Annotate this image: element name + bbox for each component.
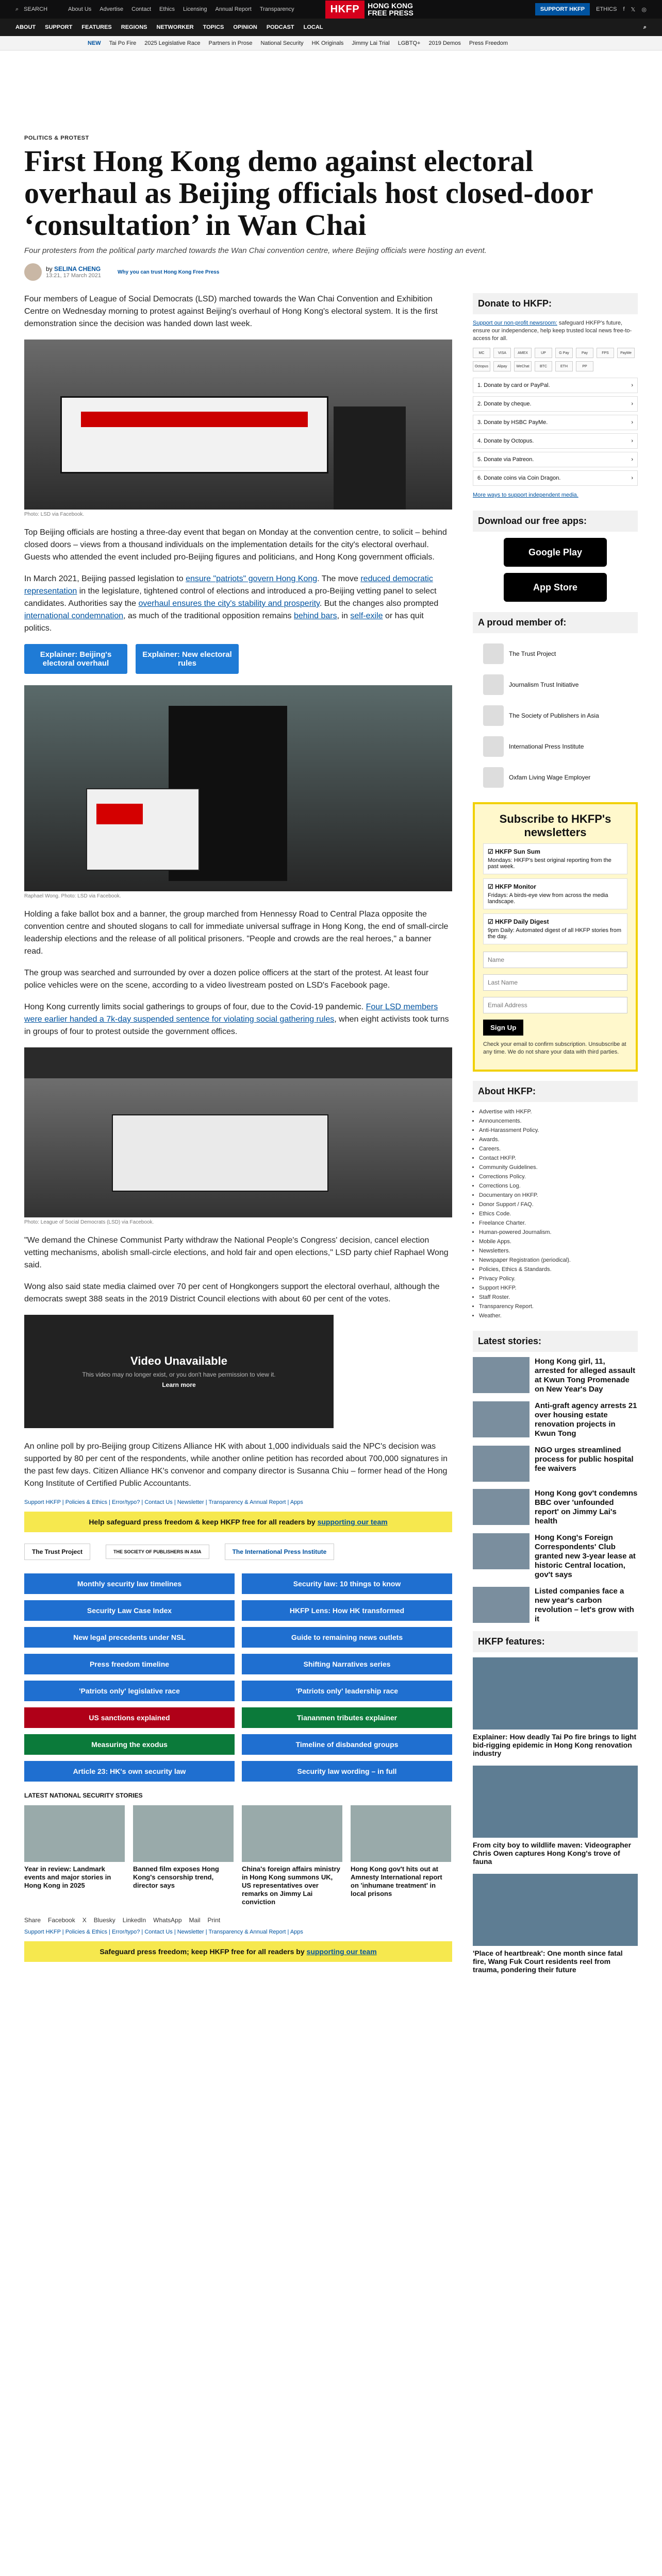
explainer-grid-item[interactable]: Security law: 10 things to know	[242, 1573, 452, 1594]
member-name: International Press Institute	[509, 743, 584, 750]
paragraph-5: The group was searched and surrounded by over a dozen police officers at the start of the protest. At least four police vehicles were on the scene, according to a video livestream posted on LSD's Facebook page.	[24, 969, 429, 990]
payment-icon: AMEX	[514, 348, 532, 358]
member-logo-mark	[483, 736, 504, 757]
explainer-grid-item[interactable]: Guide to remaining news outlets	[242, 1627, 452, 1648]
share-print[interactable]: Print	[207, 1917, 221, 1924]
about-item[interactable]: • Awards.	[479, 1135, 638, 1144]
explainer-grid-item[interactable]: 'Patriots only' legislative race	[24, 1681, 235, 1701]
latest-story-thumbnail	[473, 1357, 529, 1393]
latest-ns-card[interactable]	[242, 1805, 342, 1906]
about-item[interactable]: • Policies, Ethics & Standards.	[479, 1265, 638, 1274]
suspended-sentence-link[interactable]: Four LSD members were earlier handed a 7k-day suspended sentence for violating social gathering rules	[24, 1003, 438, 1024]
nav-item-about[interactable]: ABOUT	[15, 24, 36, 30]
latest-story[interactable]	[473, 1401, 638, 1438]
chevron-right-icon: ›	[631, 419, 633, 426]
ticker-item[interactable]: Partners in Prose	[208, 40, 253, 46]
about-item[interactable]: • Announcements.	[479, 1116, 638, 1126]
chevron-right-icon: ›	[631, 382, 633, 388]
photo-caption-2: Raphael Wong. Photo: LSD via Facebook.	[24, 893, 121, 899]
nav-item-networker[interactable]: NETWORKER	[156, 24, 194, 30]
article-footer-links-2[interactable]: Support HKFP | Policies & Ethics | Error/typo? | Contact Us | Newsletter | Transparency & Annual Report | Apps	[24, 1929, 303, 1935]
behind-bars-link[interactable]: behind bars	[293, 612, 337, 620]
nav-item-topics[interactable]: TOPICS	[203, 24, 224, 30]
latest-story-headline[interactable]: Hong Kong girl, 11, arrested for alleged assault at Kwun Tong Promenade on New Year's Day	[535, 1357, 636, 1394]
p3-text-e: , as much of the traditional opposition remains	[123, 612, 294, 620]
p3-text-d: . But the changes also prompted	[319, 599, 439, 608]
payment-icon: PP	[576, 361, 593, 371]
member-logo-mark	[483, 674, 504, 695]
payment-icon: FPS	[597, 348, 614, 358]
latest-ns-thumbnail	[24, 1805, 125, 1862]
checkbox-icon[interactable]: ☑	[488, 883, 495, 890]
by-label: by	[46, 265, 53, 273]
share-linkedin[interactable]: LinkedIn	[122, 1917, 146, 1924]
latest-story[interactable]	[473, 1489, 638, 1526]
donate-heading: Donate to HKFP:	[473, 293, 638, 314]
paragraph-7: "We demand the Chinese Communist Party withdraw the National People's Congress' decision, cancel election vetting mechanisms, abolish small-circle elections, and hold fair and open elections," LSD party chief Raphael Wong said.	[24, 1236, 449, 1269]
support-banner-2-text: Safeguard press freedom; keep HKFP free for all readers by	[100, 1947, 307, 1956]
about-item[interactable]: • Newspaper Registration (periodical).	[479, 1256, 638, 1265]
explainer-grid-item[interactable]: Security Law Case Index	[24, 1600, 235, 1621]
feature-thumbnail	[473, 1874, 638, 1946]
chevron-right-icon: ›	[631, 401, 633, 407]
latest-ns-thumbnail	[351, 1805, 451, 1862]
member-logo[interactable]	[473, 731, 638, 762]
payment-icon: PayMe	[617, 348, 635, 358]
explainer-grid-item[interactable]: New legal precedents under NSL	[24, 1627, 235, 1648]
annual-report-link[interactable]: Annual Report	[215, 6, 252, 12]
chevron-right-icon: ›	[631, 438, 633, 444]
newsletter-option-title	[488, 918, 623, 925]
member-logo[interactable]	[473, 669, 638, 700]
p3-text-f: , in	[337, 612, 351, 620]
support-button[interactable]: SUPPORT HKFP	[535, 3, 590, 15]
checkbox-icon[interactable]: ☑	[488, 848, 495, 855]
feature-card[interactable]	[473, 1766, 638, 1866]
checkbox-icon[interactable]: ☑	[488, 918, 495, 925]
about-item[interactable]: • Donor Support / FAQ.	[479, 1200, 638, 1209]
support-banner-2-link[interactable]: supporting our team	[306, 1947, 377, 1956]
explainer-overhaul-button[interactable]: Explainer: Beijing's electoral overhaul	[24, 644, 127, 674]
latest-ns-title: LATEST NATIONAL SECURITY STORIES	[24, 1792, 143, 1799]
support-banner-text: Help safeguard press freedom & keep HKFP free for all readers by	[89, 1518, 318, 1526]
share-facebook[interactable]: Facebook	[48, 1917, 75, 1924]
latest-ns-card[interactable]	[24, 1805, 125, 1906]
latest-ns-headline[interactable]: Banned film exposes Hong Kong's censorship trend, director says	[133, 1865, 219, 1889]
explainer-grid-item[interactable]: Monthly security law timelines	[24, 1573, 235, 1594]
logo-text-2: FREE PRESS	[368, 9, 413, 17]
paragraph-2: Top Beijing officials are hosting a three-day event that began on Monday at the convention centre, to solicit – behind closed doors – views from a thousand individuals on the implementation details for the city's electoral overhaul. Guests who attended the event included pro-Beijing figures and politicians, and Hong Kong government officials.	[24, 528, 447, 562]
about-list	[473, 1107, 638, 1320]
newsletter-title: Subscribe to HKFP's newsletters	[499, 812, 611, 839]
nav-item-support[interactable]: SUPPORT	[45, 24, 73, 30]
share-x[interactable]: X	[82, 1917, 87, 1924]
self-exile-link[interactable]: self-exile	[350, 612, 383, 620]
feature-headline[interactable]: From city boy to wildlife maven: Videographer Chris Owen captures Hong Kong's trove of fauna	[473, 1841, 632, 1866]
search-icon[interactable]: ⌕	[643, 24, 647, 30]
about-item[interactable]: • Corrections Policy.	[479, 1172, 638, 1181]
ticker-item[interactable]: 2025 Legislative Race	[144, 40, 201, 46]
ethics-top-link[interactable]: ETHICS	[596, 6, 617, 12]
name-field[interactable]	[483, 952, 627, 968]
explainer-grid-item[interactable]: Press freedom timeline	[24, 1654, 235, 1674]
about-item[interactable]: • Ethics Code.	[479, 1209, 638, 1218]
p3-text-c: in the legislature, tightened control of elections and introduced a pro-Beijing vetting panel to select candidates. Authorities say the	[24, 587, 437, 608]
donate-option[interactable]	[473, 415, 638, 430]
latest-story-thumbnail	[473, 1587, 529, 1623]
ad-space	[0, 50, 662, 133]
donate-text	[473, 319, 638, 343]
protest-banner-3	[112, 1114, 328, 1192]
topic-ticker	[0, 36, 662, 50]
ticker-item[interactable]: HK Originals	[311, 40, 344, 46]
latest-story-headline[interactable]: NGO urges streamlined process for public hospital fee waivers	[535, 1446, 634, 1473]
newsletter-option[interactable]	[483, 878, 627, 909]
latest-story[interactable]	[473, 1587, 638, 1624]
donate-option-label: 1. Donate by card or PayPal.	[477, 382, 550, 388]
licensing-link[interactable]: Licensing	[183, 6, 207, 12]
about-link[interactable]: About Us	[68, 6, 92, 12]
latest-story[interactable]	[473, 1357, 638, 1394]
publish-date: 13:21, 17 March 2021	[46, 273, 102, 279]
email-field[interactable]	[483, 997, 627, 1013]
video-learn-more[interactable]: Learn more	[162, 1381, 196, 1388]
advertise-link[interactable]: Advertise	[100, 6, 124, 12]
payment-icon: UP	[535, 348, 552, 358]
member-logo[interactable]	[473, 700, 638, 731]
ballot-box-red-label	[96, 804, 143, 824]
latest-ns-headline[interactable]: Hong Kong gov't hits out at Amnesty International report on 'inhumane treatment' in local prisons	[351, 1865, 442, 1897]
member-list	[473, 638, 638, 793]
ticker-item[interactable]: LGBTQ+	[398, 40, 421, 46]
protest-photo-2	[24, 685, 452, 891]
payment-icon: ETH	[555, 361, 573, 371]
payment-icon: G Pay	[555, 348, 573, 358]
latest-ns-thumbnail	[133, 1805, 234, 1862]
about-item[interactable]: • Mobile Apps.	[479, 1237, 638, 1246]
condemnation-link[interactable]: international condemnation	[24, 612, 124, 620]
latest-story-headline[interactable]: Anti-graft agency arrests 21 over housing estate renovation projects in Kwun Tong	[535, 1401, 637, 1438]
about-item[interactable]: • Anti-Harassment Policy.	[479, 1126, 638, 1135]
paragraph-1: Four members of League of Social Democrats (LSD) marched towards the Wan Chai Convention and Exhibition Centre on Wednesday morning to protest against Beijing's overhaul of Hong Kong's electoral system. It is the first demonstration since the decision was handed down last week.	[24, 295, 438, 328]
byline	[24, 263, 638, 281]
explainer-grid-item[interactable]: Timeline of disbanded groups	[242, 1734, 452, 1755]
search-link[interactable]: SEARCH	[24, 6, 48, 12]
site-logo[interactable]: HKFP HONG KONG FREE PRESS	[325, 1, 413, 19]
chevron-right-icon: ›	[631, 475, 633, 481]
about-item[interactable]: • Community Guidelines.	[479, 1163, 638, 1172]
latest-story-headline[interactable]: Listed companies face a new year's carbon revolution – let's grow with it	[535, 1587, 634, 1623]
explainer-grid-item[interactable]: US sanctions explained	[24, 1707, 235, 1728]
about-item[interactable]: • Transparency Report.	[479, 1302, 638, 1311]
feature-card[interactable]	[473, 1657, 638, 1757]
newsletter-option-title	[488, 848, 623, 855]
features-list	[473, 1657, 638, 1974]
donate-option-label: 6. Donate coins via Coin Dragon.	[477, 475, 561, 481]
newsletter-options	[483, 843, 627, 944]
explainer-grid-item[interactable]: Measuring the exodus	[24, 1734, 235, 1755]
ticker-new-label: NEW	[88, 40, 101, 46]
app-store-button[interactable]: App Store	[504, 573, 607, 602]
about-item[interactable]: • Human-powered Journalism.	[479, 1228, 638, 1237]
paragraph-3	[24, 573, 452, 635]
latest-story-headline[interactable]: Hong Kong gov't condemns BBC over 'unfounded report' on Jimmy Lai's health	[535, 1489, 638, 1526]
newsletter-note: Check your email to confirm subscription. Unsubscribe at any time. We do not share your data with third parties.	[483, 1041, 626, 1055]
p3-text-g: or has quit politics.	[24, 612, 424, 633]
explainer-grid-item[interactable]: Tiananmen tributes explainer	[242, 1707, 452, 1728]
trust-link[interactable]: Why you can trust Hong Kong Free Press	[118, 269, 220, 275]
member-name: Oxfam Living Wage Employer	[509, 774, 591, 781]
explainer-grid-item[interactable]: Article 23: HK's own security law	[24, 1761, 235, 1782]
donate-option-label: 5. Donate via Patreon.	[477, 456, 534, 463]
ticker-item[interactable]: Press Freedom	[469, 40, 508, 46]
paragraph-8: Wong also said state media claimed over 70 per cent of Hongkongers support the electoral overhaul, although the democrats swept 388 seats in the 2019 District Council elections with about 60 per cent of the votes.	[24, 1282, 440, 1303]
about-item[interactable]: • Contact HKFP.	[479, 1154, 638, 1163]
photo-caption-3: Photo: League of Social Democrats (LSD) via Facebook.	[24, 1219, 154, 1225]
share-share: Share	[24, 1917, 41, 1924]
about-heading: About HKFP:	[473, 1081, 638, 1102]
share-mail[interactable]: Mail	[189, 1917, 201, 1924]
latest-story-thumbnail	[473, 1401, 529, 1437]
video-title: Video Unavailable	[130, 1354, 227, 1367]
member-logo-mark	[483, 705, 504, 726]
p3-text-b: . The move	[317, 574, 361, 583]
explainer-grid-item[interactable]: HKFP Lens: How HK transformed	[242, 1600, 452, 1621]
share-bluesky[interactable]: Bluesky	[93, 1917, 115, 1924]
protest-banner	[60, 396, 328, 473]
support-banner	[24, 1512, 452, 1532]
explainer-buttons	[24, 644, 452, 674]
member-logo-mark	[483, 643, 504, 664]
nav-item-podcast[interactable]: PODCAST	[266, 24, 294, 30]
signup-button[interactable]: Sign Up	[483, 1020, 523, 1036]
newsletter-option[interactable]	[483, 843, 627, 874]
member-logo[interactable]	[473, 638, 638, 669]
member-heading: A proud member of:	[473, 612, 638, 633]
support-banner-2	[24, 1941, 452, 1962]
donate-option[interactable]	[473, 433, 638, 449]
donate-options	[473, 378, 638, 486]
payment-icon: WeChat	[514, 361, 532, 371]
article-footer-links[interactable]: Support HKFP | Policies & Ethics | Error/typo? | Contact Us | Newsletter | Transparency & Annual Report | Apps	[24, 1499, 303, 1505]
donate-option[interactable]	[473, 470, 638, 486]
about-item[interactable]: • Careers.	[479, 1144, 638, 1154]
latest-story-thumbnail	[473, 1489, 529, 1525]
protester-figure	[334, 406, 406, 510]
ticker-item[interactable]: 2019 Demos	[428, 40, 461, 46]
newsletter-option[interactable]	[483, 913, 627, 944]
author-name[interactable]: SELINA CHENG	[54, 265, 101, 273]
feature-headline[interactable]: Explainer: How deadly Tai Po fire brings to light bid-rigging epidemic in Hong Kong renovation industry	[473, 1733, 637, 1757]
support-banner-link[interactable]: supporting our team	[317, 1518, 388, 1526]
payment-icons	[473, 348, 638, 371]
explainer-grid-item[interactable]: Shifting Narratives series	[242, 1654, 452, 1674]
about-item[interactable]: • Support HKFP.	[479, 1283, 638, 1293]
share-whatsapp[interactable]: WhatsApp	[153, 1917, 182, 1924]
p6-text-a: Hong Kong currently limits social gatherings to groups of four, due to the Covid-19 pandemic.	[24, 1003, 366, 1011]
latest-ns-cards	[24, 1805, 452, 1906]
newsletter-option-name: HKFP Sun Sum	[495, 848, 540, 855]
instagram-icon[interactable]: ◎	[641, 6, 647, 13]
stability-link[interactable]: overhaul ensures the city's stability and prosperity	[138, 599, 320, 608]
features-heading: HKFP features:	[473, 1631, 638, 1652]
article	[24, 133, 638, 1982]
member-name: The Trust Project	[509, 650, 556, 657]
trust-project-logo[interactable]: The Trust Project	[24, 1544, 90, 1560]
payment-icon: MC	[473, 348, 490, 358]
banner-red-stripe	[81, 412, 308, 427]
about-item[interactable]: • Staff Roster.	[479, 1293, 638, 1302]
member-name: Journalism Trust Initiative	[509, 681, 579, 688]
share-row	[24, 1917, 452, 1924]
donate-option[interactable]	[473, 452, 638, 467]
latest-ns-card[interactable]	[351, 1805, 451, 1906]
main-column	[24, 293, 452, 1982]
main-nav	[0, 19, 662, 36]
feature-card[interactable]	[473, 1874, 638, 1974]
latest-story-headline[interactable]: Hong Kong's Foreign Correspondents' Club granted new 3-year lease at historic Central location, gov't says	[535, 1533, 636, 1579]
search-icon[interactable]: ⌕	[15, 6, 19, 12]
nav-item-features[interactable]: FEATURES	[81, 24, 112, 30]
donate-option-label: 4. Donate by Octopus.	[477, 438, 534, 444]
newsletter-option-desc: 9pm Daily: Automated digest of all HKFP stories from the day.	[488, 927, 622, 940]
author-avatar	[24, 263, 42, 281]
transparency-link[interactable]: Transparency	[259, 6, 294, 12]
latest-ns-headline[interactable]: Year in review: Landmark events and major stories in Hong Kong in 2025	[24, 1865, 111, 1889]
article-lede: Four protesters from the political party marched towards the Wan Chai convention centre, where Beijing officials were hosting an event.	[24, 246, 487, 255]
latest-stories	[473, 1357, 638, 1624]
payment-icon: BTC	[535, 361, 552, 371]
explainer-grid	[24, 1573, 452, 1782]
newsletter-option-title	[488, 883, 623, 890]
police-row	[24, 1047, 452, 1078]
protest-photo-3	[24, 1047, 452, 1217]
article-kicker[interactable]: POLITICS & PROTEST	[24, 135, 89, 141]
newsletter-option-name: HKFP Monitor	[495, 883, 536, 890]
donate-option[interactable]	[473, 396, 638, 412]
payment-icon: Pay	[576, 348, 593, 358]
video-subtitle: This video may no longer exist, or you don't have permission to view it.	[82, 1371, 276, 1378]
about-item[interactable]: • Privacy Policy.	[479, 1274, 638, 1283]
latest-heading: Latest stories:	[473, 1331, 638, 1352]
google-play-button[interactable]: Google Play	[504, 538, 607, 567]
newsletter-option-name: HKFP Daily Digest	[495, 918, 549, 925]
latest-ns-thumbnail	[242, 1805, 342, 1862]
protest-photo-1	[24, 340, 452, 510]
feature-thumbnail	[473, 1766, 638, 1838]
donate-nonprofit-link[interactable]: Support our non-profit newsroom:	[473, 320, 557, 326]
paragraph-9: An online poll by pro-Beijing group Citizens Alliance HK with about 1,000 individuals said the NPC's decision was supported by 80 per cent of the respondents, while another online petition has recorded about 700,000 signatures in the past few days. Citizen Alliance HK's convenor and company director is Susanna Chiu – former head of the Hong Kong Institute of Certified Public Accountants.	[24, 1442, 448, 1488]
last-name-field[interactable]	[483, 974, 627, 991]
sidebar	[473, 293, 638, 1982]
about-item[interactable]: • Advertise with HKFP.	[479, 1107, 638, 1116]
paragraph-4: Holding a fake ballot box and a banner, the group marched from Hennessy Road to Central Plaza opposite the convention centre and shouted slogans to call for immediate universal suffrage in Hong Kong, the end of small-circle leadership elections and the release of all political prisoners. "People and crowds are the real heroes," a banner read.	[24, 910, 449, 956]
p6-text-b: , when eight activists took turns in groups of four to protest outside the government offices.	[24, 1015, 449, 1036]
member-name: The Society of Publishers in Asia	[509, 712, 599, 719]
paragraph-6	[24, 1001, 452, 1038]
chevron-right-icon: ›	[631, 456, 633, 463]
payment-icon: VISA	[493, 348, 511, 358]
latest-story-thumbnail	[473, 1446, 529, 1482]
feature-headline[interactable]: 'Place of heartbreak': One month since fatal fire, Wang Fuk Court residents reel from trauma, pondering their future	[473, 1949, 623, 1974]
latest-story[interactable]	[473, 1446, 638, 1482]
nav-item-regions[interactable]: REGIONS	[121, 24, 147, 30]
about-item[interactable]: • Weather.	[479, 1311, 638, 1320]
photo-caption-1: Photo: LSD via Facebook.	[24, 512, 85, 517]
x-icon[interactable]: 𝕏	[631, 6, 636, 13]
donate-option-label: 2. Donate by cheque.	[477, 401, 532, 407]
member-logo-mark	[483, 767, 504, 788]
donate-option-label: 3. Donate by HSBC PayMe.	[477, 419, 548, 426]
ethics-link[interactable]: Ethics	[159, 6, 175, 12]
newsletter-option-desc: Fridays: A birds-eye view from across the media landscape.	[488, 892, 608, 905]
ticker-item[interactable]: Tai Po Fire	[109, 40, 137, 46]
feature-thumbnail	[473, 1657, 638, 1730]
explainer-grid-item[interactable]: Security law wording – in full	[242, 1761, 452, 1782]
article-headline: First Hong Kong demo against electoral overhaul as Beijing officials host closed-door ‘consultation’ in Wan Chai	[24, 144, 593, 242]
about-item[interactable]: • Freelance Charter.	[479, 1218, 638, 1228]
explainer-grid-item[interactable]: 'Patriots only' leadership race	[242, 1681, 452, 1701]
nav-item-opinion[interactable]: OPINION	[233, 24, 257, 30]
about-item[interactable]: • Documentary on HKFP.	[479, 1191, 638, 1200]
fake-ballot-box	[86, 788, 200, 871]
payment-icon: Octopus	[473, 361, 490, 371]
newsletter-box	[473, 802, 638, 1072]
ipi-logo[interactable]: The International Press Institute	[225, 1544, 335, 1560]
latest-story-thumbnail	[473, 1533, 529, 1569]
democratic-representation-link[interactable]: reduced democratic representation	[24, 574, 433, 596]
latest-ns-headline[interactable]: China's foreign affairs ministry in Hong Kong summons UK, US representatives over remarks on Jimmy Lai conviction	[242, 1865, 340, 1906]
newsletter-option-desc: Mondays: HKFP's best original reporting from the past week.	[488, 857, 611, 870]
video-embed[interactable]	[24, 1315, 334, 1428]
latest-ns-card[interactable]	[133, 1805, 234, 1906]
member-logos-row	[24, 1538, 452, 1565]
payment-icon: Alipay	[493, 361, 511, 371]
ticker-item[interactable]: National Security	[260, 40, 304, 46]
member-logo[interactable]	[473, 762, 638, 793]
top-bar	[0, 0, 662, 19]
nav-item-local[interactable]: LOCAL	[303, 24, 323, 30]
apps-heading: Download our free apps:	[473, 511, 638, 532]
donate-option[interactable]	[473, 378, 638, 393]
explainer-rules-button[interactable]: Explainer: New electoral rules	[136, 644, 239, 674]
contact-link[interactable]: Contact	[131, 6, 152, 12]
logo-text-1: HONG KONG	[368, 2, 413, 10]
p3-text-a: In March 2021, Beijing passed legislation to	[24, 574, 186, 583]
patriots-link[interactable]: ensure "patriots" govern Hong Kong	[186, 574, 318, 583]
ticker-item[interactable]: Jimmy Lai Trial	[352, 40, 390, 46]
facebook-icon[interactable]: f	[623, 6, 625, 12]
latest-story[interactable]	[473, 1533, 638, 1580]
donate-description: safeguard HKFP's future, ensure our independence, help keep trusted local news free-to-access for all.	[473, 320, 632, 342]
about-item[interactable]: • Newsletters.	[479, 1246, 638, 1256]
about-item[interactable]: • Corrections Log.	[479, 1181, 638, 1191]
more-ways-link[interactable]: More ways to support independent media.	[473, 492, 578, 498]
sopa-logo[interactable]: THE SOCIETY OF PUBLISHERS IN ASIA	[106, 1545, 209, 1559]
